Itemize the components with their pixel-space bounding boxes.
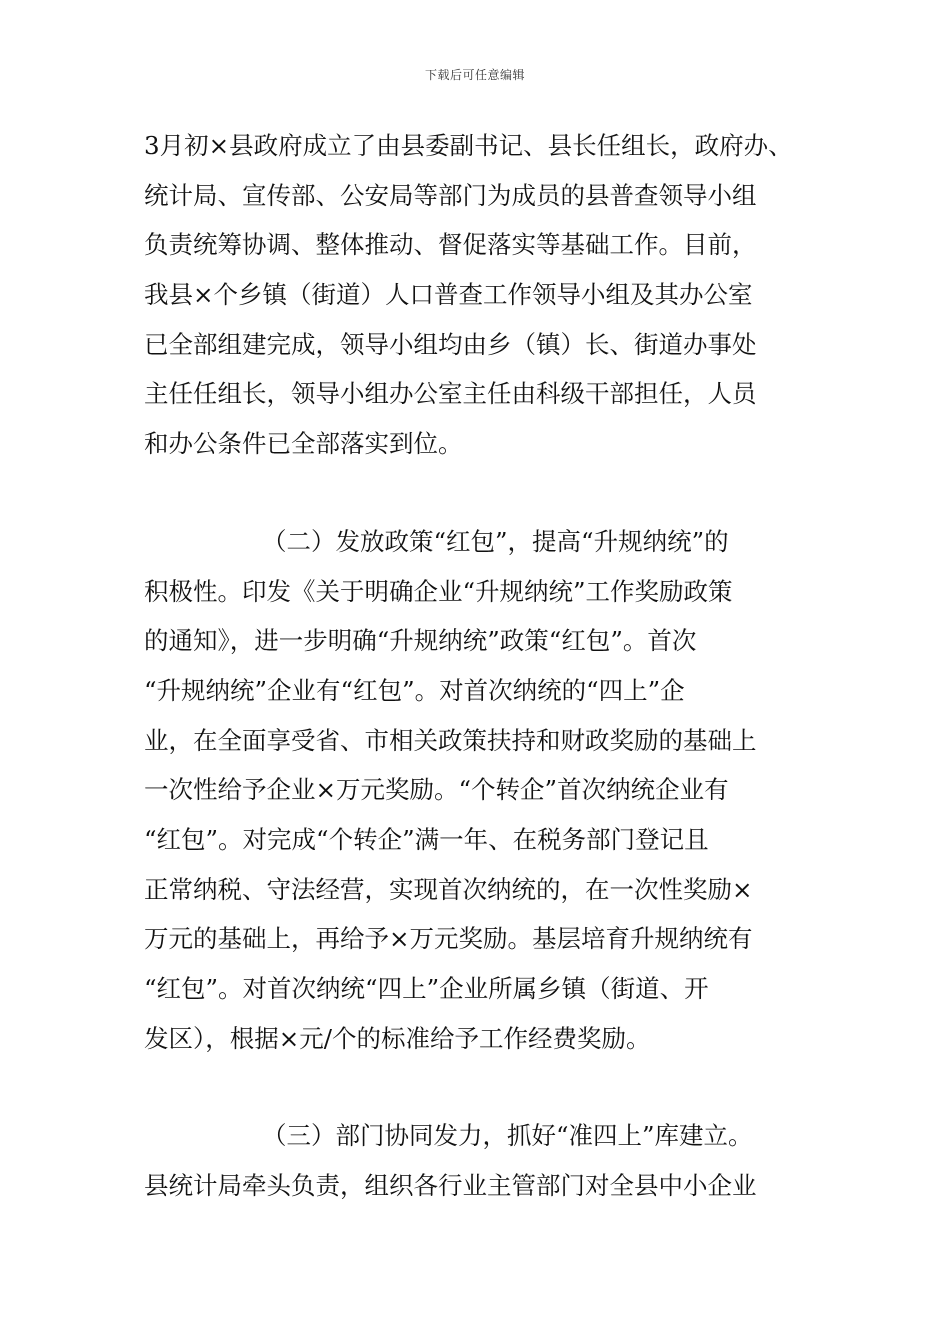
paragraph-gap: [144, 1072, 814, 1120]
text-line: （三）部门协同发力，抓好“准四上”库建立。: [262, 1121, 753, 1151]
text-line: 正常纳税、守法经营，实现首次纳统的，在一次性奖励×: [144, 874, 753, 904]
text-line: “红包”。对首次纳统“四上”企业所属乡镇（街道、开: [144, 974, 709, 1003]
document-body: [144, 130, 814, 1220]
text-line: 积极性。印发《关于明确企业“升规纳统”工作奖励政策: [144, 576, 733, 606]
text-line: 和办公条件已全部落实到位。: [144, 429, 463, 459]
text-line: 一次性给予企业×万元奖励。“个转企”首次纳统企业有: [144, 775, 729, 805]
text-line: 万元的基础上，再给予×万元奖励。基层培育升规纳统有: [144, 924, 753, 954]
paragraph-3: [144, 1120, 814, 1219]
text-line: “红包”。对完成“个转企”满一年、在税务部门登记且: [144, 824, 709, 854]
text-line: 3月初×县政府成立了由县委副书记、县长任组长，政府办、: [144, 131, 793, 160]
text-line: 主任任组长，领导小组办公室主任由科级干部担任，人员: [144, 379, 757, 409]
page-header: 下载后可任意编辑: [424, 68, 525, 82]
text-line: 已全部组建完成，领导小组均由乡（镇）长、街道办事处: [144, 329, 757, 359]
text-line: 我县×个乡镇（街道）人口普查工作领导小组及其办公室: [144, 280, 753, 310]
paragraph-gap: [144, 478, 814, 526]
text-line: 发区），根据×元/个的标准给予工作经费奖励。: [144, 1023, 651, 1053]
text-line: （二）发放政策“红包”，提高“升规纳统”的: [262, 526, 729, 556]
text-line: 统计局、宣传部、公安局等部门为成员的县普查领导小组: [144, 180, 757, 210]
paragraph-2: [144, 526, 814, 1073]
text-line: 负责统筹协调、整体推动、督促落实等基础工作。目前，: [144, 230, 757, 260]
paragraph-1: [144, 130, 814, 478]
text-line: 县统计局牵头负责，组织各行业主管部门对全县中小企业: [144, 1171, 757, 1201]
text-line: 业，在全面享受省、市相关政策扶持和财政奖励的基础上: [144, 725, 757, 755]
text-line: “升规纳统”企业有“红包”。对首次纳统的“四上”企: [144, 675, 685, 705]
text-line: 的通知》，进一步明确“升规纳统”政策“红包”。首次: [144, 626, 697, 656]
